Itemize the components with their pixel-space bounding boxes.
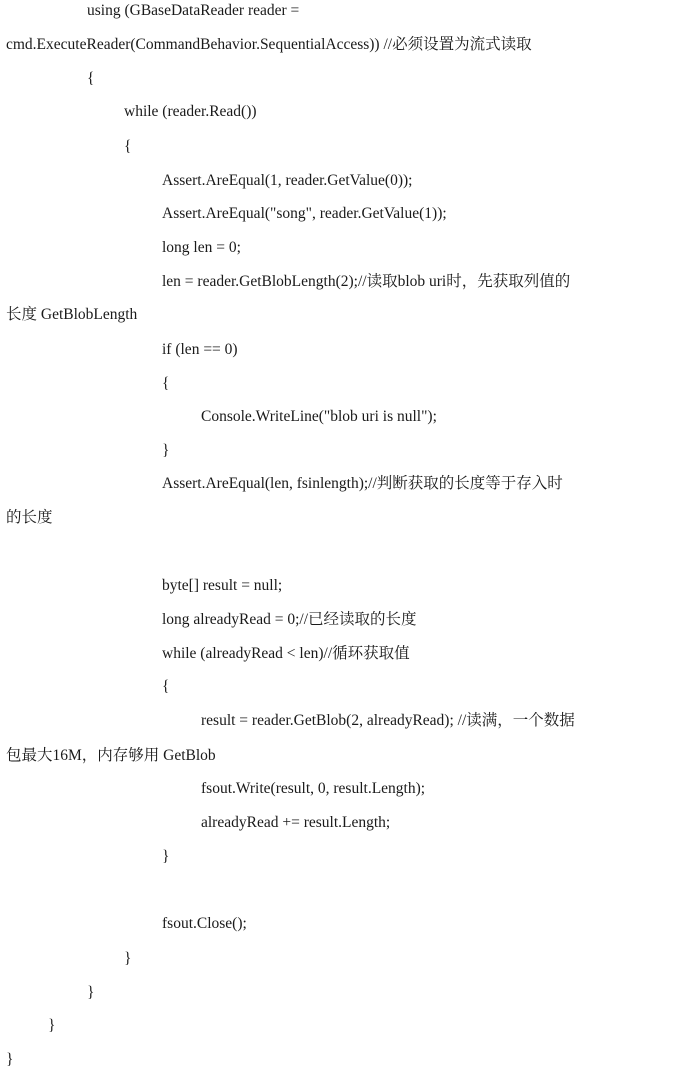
code-line: Console.WriteLine("blob uri is null");	[201, 408, 437, 425]
code-line: fsout.Close();	[162, 915, 247, 932]
code-line: alreadyRead += result.Length;	[201, 814, 391, 831]
code-line: }	[162, 848, 170, 865]
code-line: cmd.ExecuteReader(CommandBehavior.SequentialAccess)) //必须设置为流式读取	[6, 36, 532, 53]
code-line: long alreadyRead = 0;//已经读取的长度	[162, 611, 417, 628]
code-line: Assert.AreEqual(len, fsinlength);//判断获取的长度等于存入时	[162, 475, 563, 492]
code-line: byte[] result = null;	[162, 577, 283, 594]
code-line: }	[162, 442, 170, 459]
code-line: Assert.AreEqual(1, reader.GetValue(0));	[162, 172, 413, 189]
code-line: }	[6, 1051, 14, 1068]
code-line: Assert.AreEqual("song", reader.GetValue(1));	[162, 205, 447, 222]
code-line: {	[87, 70, 95, 87]
code-line: }	[48, 1017, 56, 1034]
code-line: 长度 GetBlobLength	[6, 306, 138, 323]
code-line: if (len == 0)	[162, 341, 238, 358]
code-line: long len = 0;	[162, 239, 241, 256]
code-line: {	[162, 375, 170, 392]
code-line: }	[124, 950, 132, 967]
code-line: 包最大16M，内存够用 GetBlob	[6, 747, 216, 764]
code-line: {	[124, 138, 132, 155]
code-line: using (GBaseDataReader reader =	[87, 2, 300, 19]
code-line: while (alreadyRead < len)//循环获取值	[162, 645, 410, 662]
code-line: fsout.Write(result, 0, result.Length);	[201, 780, 426, 797]
code-line: }	[87, 984, 95, 1001]
code-line: while (reader.Read())	[124, 103, 257, 120]
code-line: len = reader.GetBlobLength(2);//读取blob uri时，先获取列值的	[162, 273, 571, 290]
code-line: 的长度	[6, 509, 53, 526]
code-line: {	[162, 678, 170, 695]
code-line: result = reader.GetBlob(2, alreadyRead); //读满，一个数据	[201, 712, 575, 729]
